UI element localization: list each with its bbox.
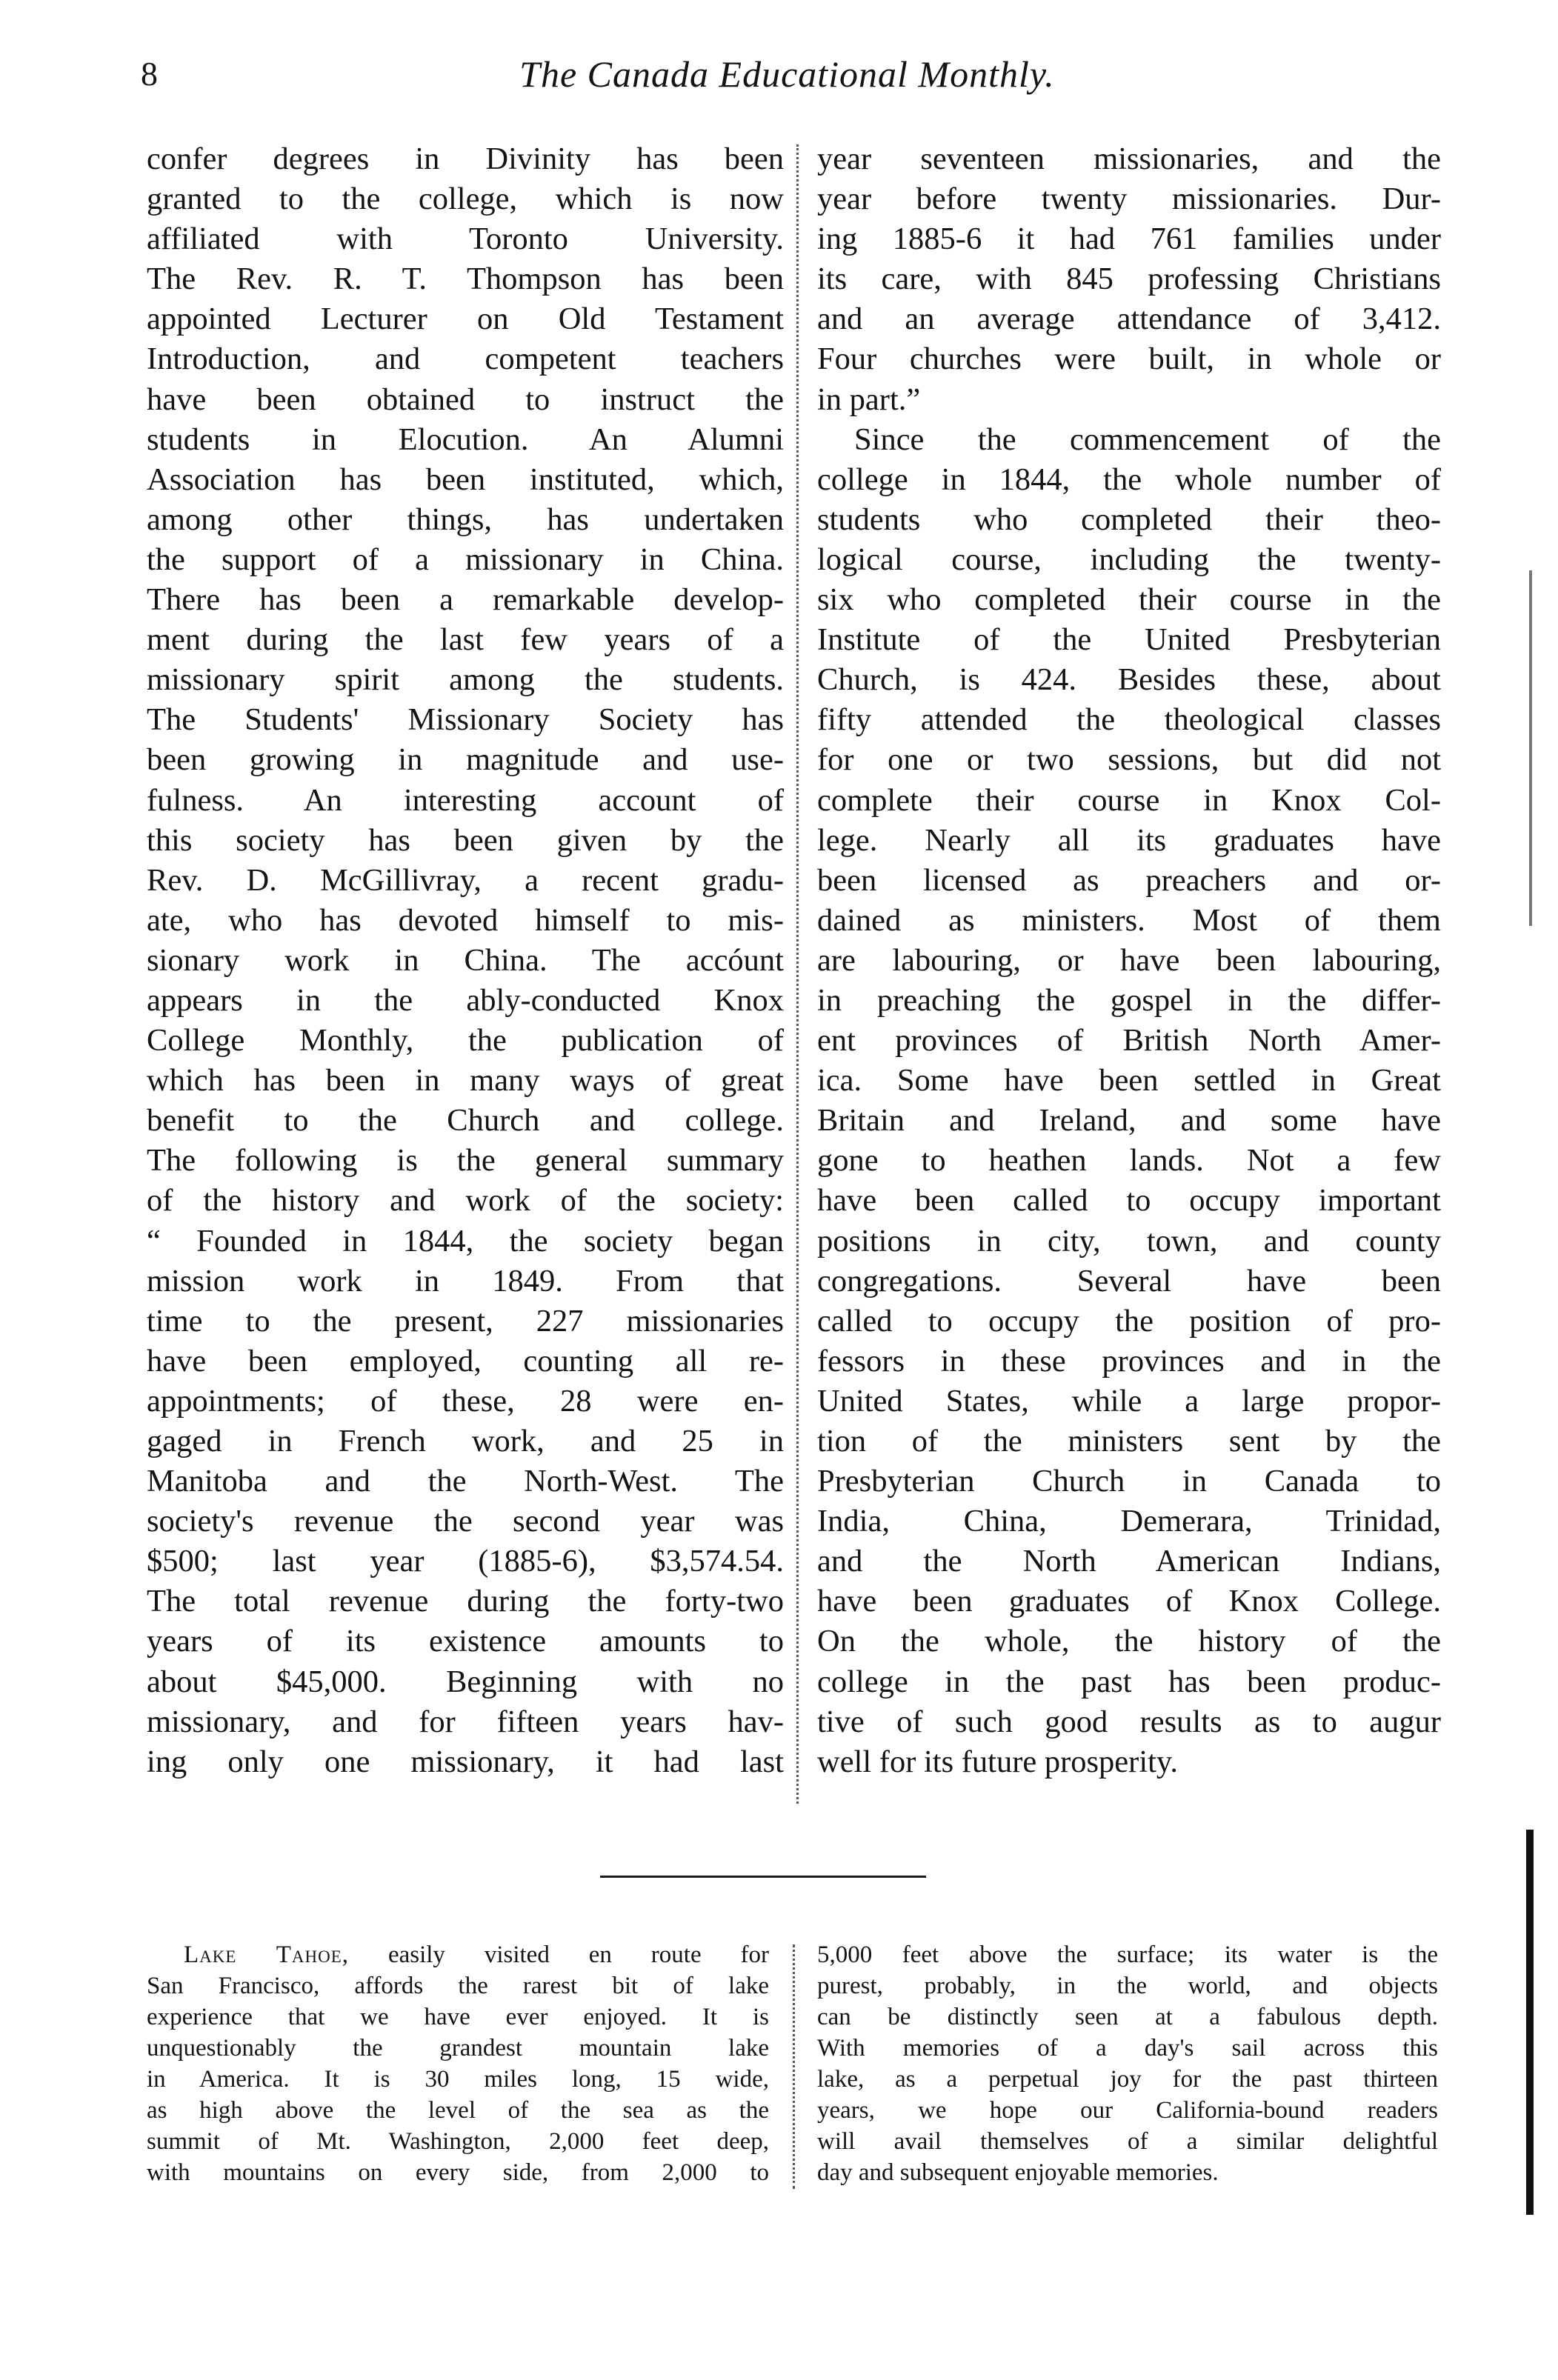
- text-line: lege. Nearly all its graduates have: [817, 822, 1441, 858]
- running-title: The Canada Educational Monthly.: [519, 53, 1055, 95]
- text-line: will avail themselves of a similar delightful: [817, 2128, 1438, 2155]
- text-line: students in Elocution. An Alumni: [147, 421, 784, 457]
- text-line: years of its existence amounts to: [147, 1624, 784, 1659]
- text-line: college in 1844, the whole number of: [817, 461, 1441, 497]
- text-line: have been obtained to instruct the: [147, 381, 784, 417]
- text-line: in America. It is 30 miles long, 15 wide,: [147, 2066, 769, 2093]
- text-line: Since the commencement of the: [854, 421, 1441, 457]
- note-column-divider: [793, 1944, 795, 2189]
- text-line: purest, probably, in the world, and objects: [817, 1973, 1438, 1999]
- lake-tahoe-note-left: [147, 1939, 769, 2188]
- text-line: six who completed their course in the: [817, 582, 1441, 618]
- text-line: Association has been instituted, which,: [147, 461, 784, 497]
- column-divider: [796, 144, 799, 1804]
- text-line: day and subsequent enjoyable memories.: [817, 2159, 1219, 2186]
- text-line: Introduction, and competent teachers: [147, 341, 784, 377]
- text-line: lake, as a perpetual joy for the past thirteen: [817, 2066, 1438, 2093]
- text-line: The Rev. R. T. Thompson has been: [147, 261, 784, 297]
- text-line: San Francisco, affords the rarest bit of lake: [147, 1973, 769, 1999]
- text-line: appointments; of these, 28 were en-: [147, 1383, 784, 1419]
- text-line: society's revenue the second year was: [147, 1504, 784, 1539]
- text-line: summit of Mt. Washington, 2,000 feet deep,: [147, 2128, 769, 2155]
- text-line: affiliated with Toronto University.: [147, 221, 784, 257]
- text-line: mission work in 1849. From that: [147, 1263, 784, 1299]
- text-line: 5,000 feet above the surface; its water is the: [817, 1941, 1438, 1968]
- text-line: gaged in French work, and 25 in: [147, 1424, 784, 1459]
- text-line: positions in city, town, and county: [817, 1223, 1441, 1259]
- text-line: India, China, Demerara, Trinidad,: [817, 1504, 1441, 1539]
- text-line: have been called to occupy important: [817, 1183, 1441, 1219]
- text-line: fessors in these provinces and in the: [817, 1343, 1441, 1379]
- text-line: tion of the ministers sent by the: [817, 1424, 1441, 1459]
- text-line: Four churches were built, in whole or: [817, 341, 1441, 377]
- text-line: can be distinctly seen at a fabulous depth.: [817, 2004, 1438, 2030]
- text-line: are labouring, or have been labouring,: [817, 942, 1441, 978]
- text-line: have been employed, counting all re-: [147, 1343, 784, 1379]
- text-line: and an average attendance of 3,412.: [817, 301, 1441, 337]
- text-line: ing only one missionary, it had last: [147, 1744, 784, 1779]
- text-line: about $45,000. Beginning with no: [147, 1664, 784, 1699]
- text-line: sionary work in China. The accóunt: [147, 942, 784, 978]
- text-line: College Monthly, the publication of: [147, 1023, 784, 1059]
- text-line: The following is the general summary: [147, 1143, 784, 1179]
- text-line: fulness. An interesting account of: [147, 782, 784, 818]
- text-line: ate, who has devoted himself to mis-: [147, 902, 784, 938]
- text-line: Rev. D. McGillivray, a recent gradu-: [147, 862, 784, 898]
- text-line: missionary spirit among the students.: [147, 662, 784, 698]
- text-line: granted to the college, which is now: [147, 181, 784, 217]
- text-line: been growing in magnitude and use-: [147, 742, 784, 778]
- text-line: among other things, has undertaken: [147, 501, 784, 537]
- text-line: On the whole, the history of the: [817, 1624, 1441, 1659]
- text-line: years, we hope our California-bound readers: [817, 2097, 1438, 2124]
- text-line: ent provinces of British North Amer-: [817, 1023, 1441, 1059]
- text-line: [147, 1939, 769, 1970]
- text-line: gone to heathen lands. Not a few: [817, 1143, 1441, 1179]
- text-line: confer degrees in Divinity has been: [147, 141, 784, 176]
- note-line-first: easily visited en route for: [387, 1941, 769, 1968]
- text-line: ica. Some have been settled in Great: [817, 1063, 1441, 1099]
- page-number: 8: [141, 55, 158, 93]
- text-line: missionary, and for fifteen years hav-: [147, 1704, 784, 1739]
- text-line: benefit to the Church and college.: [147, 1103, 784, 1139]
- text-line: this society has been given by the: [147, 822, 784, 858]
- text-line: its care, with 845 professing Christians: [817, 261, 1441, 297]
- text-line: year seventeen missionaries, and the: [817, 141, 1441, 176]
- text-line: in preaching the gospel in the differ-: [817, 982, 1441, 1018]
- text-line: as high above the level of the sea as the: [147, 2097, 769, 2124]
- text-line: appointed Lecturer on Old Testament: [147, 301, 784, 337]
- section-rule: [600, 1876, 926, 1878]
- text-line: in part.”: [817, 381, 921, 417]
- text-line: time to the present, 227 missionaries: [147, 1303, 784, 1339]
- text-line: unquestionably the grandest mountain lake: [147, 2035, 769, 2061]
- text-line: college in the past has been produc-: [817, 1664, 1441, 1699]
- text-line: the support of a missionary in China.: [147, 541, 784, 577]
- text-line: Church, is 424. Besides these, about: [817, 662, 1441, 698]
- text-line: logical course, including the twenty-: [817, 541, 1441, 577]
- text-line: have been graduates of Knox College.: [817, 1584, 1441, 1619]
- text-line: year before twenty missionaries. Dur-: [817, 181, 1441, 217]
- text-line: well for its future prosperity.: [817, 1744, 1179, 1779]
- note-lead: Lake Tahoe,: [184, 1941, 350, 1968]
- text-line: “ Founded in 1844, the society began: [147, 1223, 784, 1259]
- text-line: appears in the ably-conducted Knox: [147, 982, 784, 1018]
- scan-edge-mark: [1529, 570, 1532, 926]
- text-line: Institute of the United Presbyterian: [817, 622, 1441, 658]
- left-column: [147, 139, 784, 1782]
- text-line: and the North American Indians,: [817, 1544, 1441, 1579]
- text-line: The Students' Missionary Society has: [147, 702, 784, 738]
- text-line: ment during the last few years of a: [147, 622, 784, 658]
- text-line: The total revenue during the forty-two: [147, 1584, 784, 1619]
- lake-tahoe-note-right: [817, 1939, 1438, 2188]
- text-line: complete their course in Knox Col-: [817, 782, 1441, 818]
- text-line: with mountains on every side, from 2,000 to: [147, 2159, 769, 2186]
- text-line: students who completed their theo-: [817, 501, 1441, 537]
- text-line: United States, while a large propor-: [817, 1383, 1441, 1419]
- scan-edge-mark: [1526, 1830, 1534, 2215]
- text-line: With memories of a day's sail across this: [817, 2035, 1438, 2061]
- text-line: called to occupy the position of pro-: [817, 1303, 1441, 1339]
- text-line: congregations. Several have been: [817, 1263, 1441, 1299]
- text-line: $500; last year (1885-6), $3,574.54.: [147, 1544, 784, 1579]
- page-header: [141, 53, 1434, 105]
- text-line: tive of such good results as to augur: [817, 1704, 1441, 1739]
- text-line: ing 1885-6 it had 761 families under: [817, 221, 1441, 257]
- text-line: There has been a remarkable develop-: [147, 582, 784, 618]
- right-column: [817, 139, 1441, 1782]
- text-line: dained as ministers. Most of them: [817, 902, 1441, 938]
- text-line: Manitoba and the North-West. The: [147, 1464, 784, 1499]
- text-line: experience that we have ever enjoyed. It is: [147, 2004, 769, 2030]
- text-line: Presbyterian Church in Canada to: [817, 1464, 1441, 1499]
- text-line: been licensed as preachers and or-: [817, 862, 1441, 898]
- text-line: which has been in many ways of great: [147, 1063, 784, 1099]
- text-line: of the history and work of the society:: [147, 1183, 784, 1219]
- text-line: for one or two sessions, but did not: [817, 742, 1441, 778]
- text-line: Britain and Ireland, and some have: [817, 1103, 1441, 1139]
- text-line: fifty attended the theological classes: [817, 702, 1441, 738]
